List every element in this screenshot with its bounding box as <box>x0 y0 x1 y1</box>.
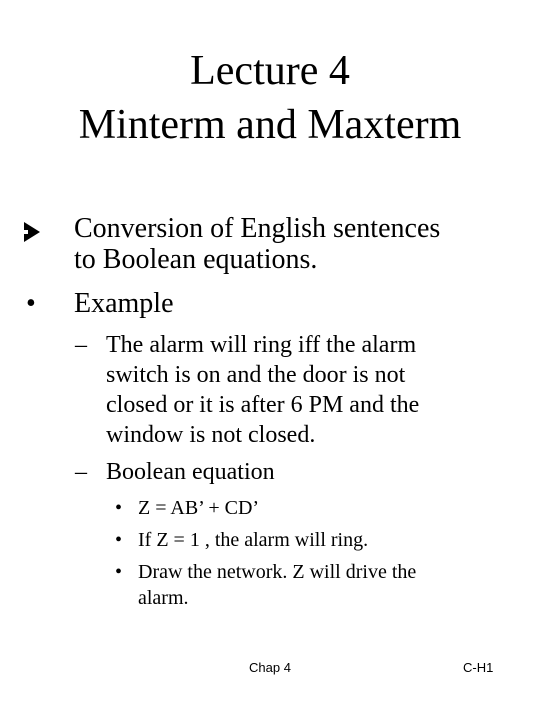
boolean-equation-label: Boolean equation <box>106 459 275 485</box>
conversion-line-1: Conversion of English sentences <box>74 213 441 244</box>
sentence-line-2: switch is on and the door is not <box>106 362 406 388</box>
sub-item-line-2: alarm. <box>138 587 189 609</box>
example-label: Example <box>74 288 174 319</box>
dash-bullet: – <box>75 459 87 485</box>
bullet-dot: • <box>115 561 123 583</box>
conversion-line-2: to Boolean equations. <box>74 244 318 275</box>
footer-chapter: Chap 4 <box>249 660 291 675</box>
dash-bullet: – <box>75 332 87 358</box>
sub-item-line: Z = AB’ + CD’ <box>138 497 260 519</box>
bullet-dot: • <box>115 497 123 519</box>
bullet-dot: • <box>115 529 123 551</box>
bullet-dot: • <box>26 288 36 319</box>
title-line-1: Lecture 4 <box>190 48 350 94</box>
title-line-2: Minterm and Maxterm <box>78 102 462 148</box>
footer-page-code: C-H1 <box>463 660 494 675</box>
arrow-bullet-icon <box>22 213 38 244</box>
slide-title <box>0 44 540 152</box>
sub-item-line-1: Draw the network. Z will drive the <box>138 561 417 583</box>
sentence-line-1: The alarm will ring iff the alarm <box>106 332 417 358</box>
sub-item-line: If Z = 1 , the alarm will ring. <box>138 529 369 551</box>
sentence-line-4: window is not closed. <box>106 422 316 448</box>
sentence-line-3: closed or it is after 6 PM and the <box>106 392 420 418</box>
